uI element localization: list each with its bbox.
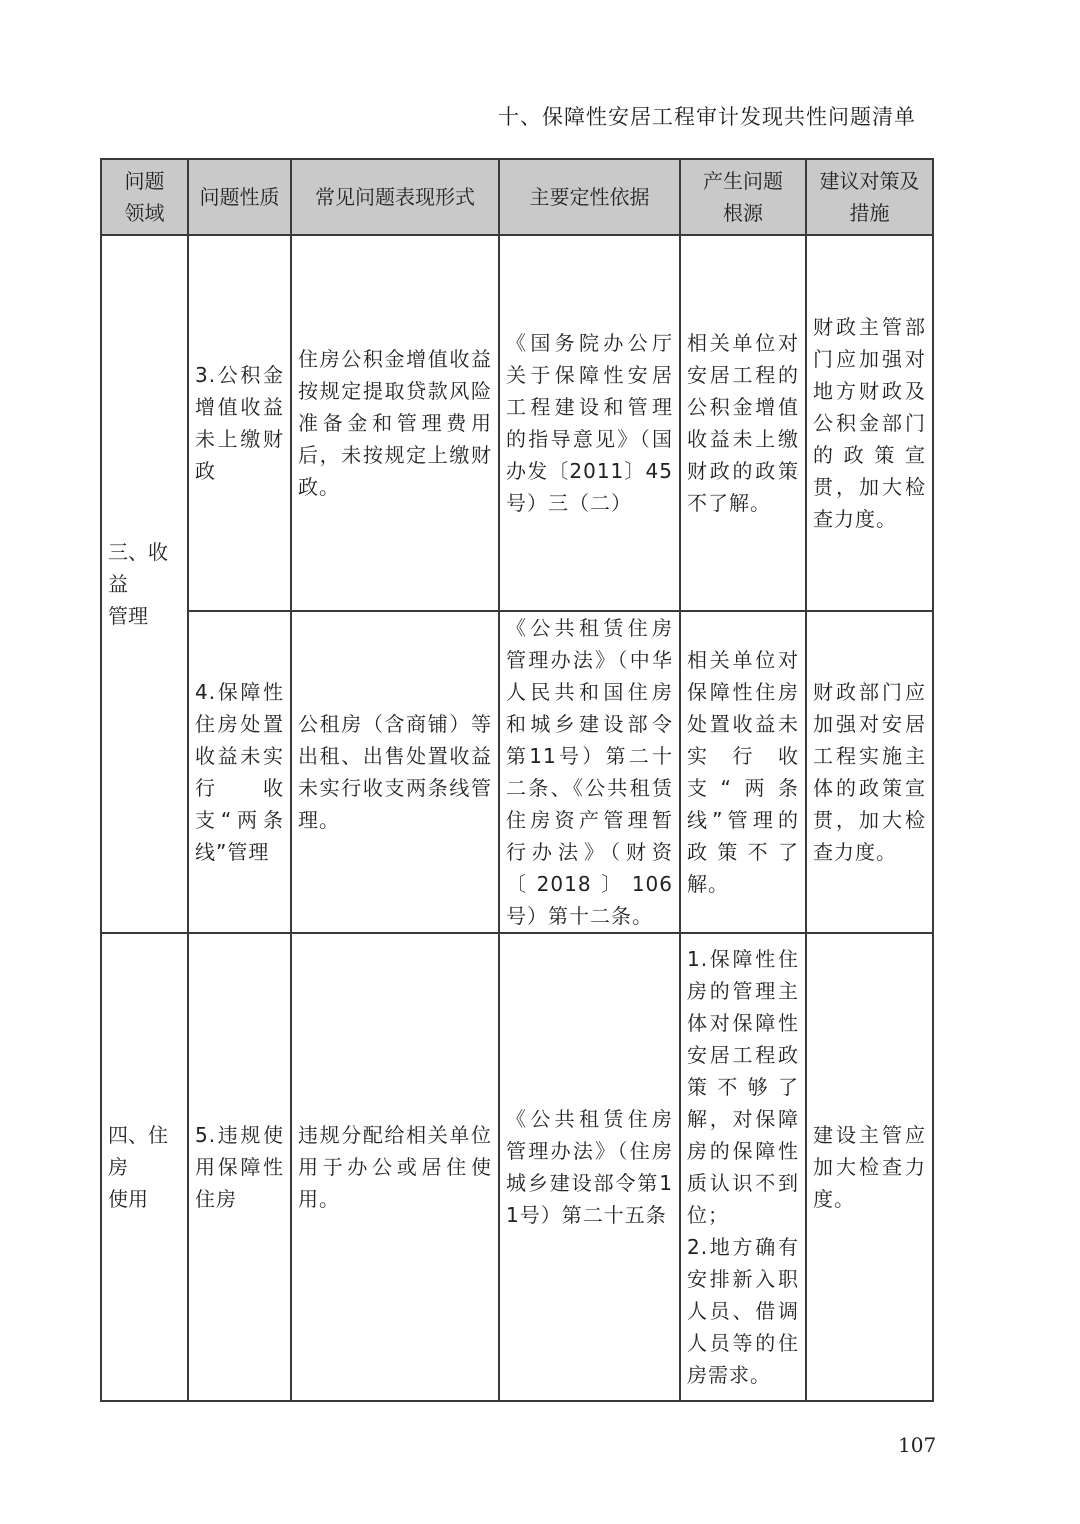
cause-cell: [680, 235, 806, 611]
form-text: 公租房（含商铺）等出租、出售处置收益未实行收支两条线管理。: [298, 712, 492, 832]
basis-text: 《国务院办公厅关于保障性安居工程建设和管理的指导意见》（国办发〔2011〕45号）三（二）: [506, 331, 673, 515]
column-header-domain: [101, 159, 188, 235]
domain-cell: [101, 933, 188, 1401]
audit-issues-table: [100, 158, 934, 1402]
domain-text: 四、住房 使用: [108, 1123, 168, 1211]
form-text: 住房公积金增值收益按规定提取贷款风险准备金和管理费用后，未按规定上缴财政。: [298, 347, 492, 499]
column-header-suggestion-text: 建议对策及 措施: [819, 169, 920, 225]
column-header-form: [291, 159, 499, 235]
suggestion-cell: [806, 933, 933, 1401]
basis-cell: [499, 933, 680, 1401]
column-header-basis: [499, 159, 680, 235]
nature-text: 3.公积金增值收益未上缴财政: [195, 363, 284, 483]
page-number: 107: [898, 1433, 937, 1457]
suggestion-cell: [806, 611, 933, 933]
page-header: 十、保障性安居工程审计发现共性问题清单: [498, 105, 916, 129]
table-row: [101, 933, 933, 1401]
suggestion-text: 财政部门应加强对安居工程实施主体的政策宣贯，加大检查力度。: [813, 680, 926, 864]
form-text: 违规分配给相关单位用于办公或居住使用。: [298, 1123, 492, 1211]
domain-cell: [101, 235, 188, 933]
form-cell: [291, 933, 499, 1401]
table-row: [101, 235, 933, 611]
suggestion-text: 建设主管应加大检查力度。: [813, 1123, 926, 1211]
form-cell: [291, 611, 499, 933]
column-header-form-text: 常见问题表现形式: [315, 185, 475, 209]
basis-text: 《公共租赁住房管理办法》（住房城乡建设部令第11号）第二十五条: [506, 1107, 673, 1227]
nature-cell: [188, 933, 291, 1401]
basis-text: 《公共租赁住房管理办法》（中华人民共和国住房和城乡建设部令第11号）第二十二条、《公共租赁住房资产管理暂行办法》（财资〔2018〕106号）第十二条。: [506, 616, 673, 928]
suggestion-cell: [806, 235, 933, 611]
column-header-cause-text: 产生问题 根源: [703, 169, 783, 225]
basis-cell: [499, 611, 680, 933]
nature-text: 5.违规使用保障性住房: [195, 1123, 284, 1211]
nature-text: 4.保障性住房处置收益未实行收支“两条线”管理: [195, 680, 284, 864]
domain-text: 三、收益 管理: [108, 540, 168, 628]
basis-cell: [499, 235, 680, 611]
suggestion-text: 财政主管部门应加强对地方财政及公积金部门的政策宣贯，加大检查力度。: [813, 315, 926, 531]
nature-cell: [188, 235, 291, 611]
cause-cell: [680, 933, 806, 1401]
column-header-suggestion: [806, 159, 933, 235]
table-header-row: [101, 159, 933, 235]
column-header-nature: [188, 159, 291, 235]
column-header-nature-text: 问题性质: [199, 185, 280, 209]
column-header-basis-text: 主要定性依据: [529, 185, 650, 209]
cause-text: 1.保障性住房的管理主体对保障性安居工程政策不够了解，对保障房的保障性质认识不到位； 2.地方确有安排新入职人员、借调人员等的住房需求。: [687, 947, 799, 1387]
form-cell: [291, 235, 499, 611]
column-header-domain-text: 问题 领域: [124, 169, 165, 225]
cause-cell: [680, 611, 806, 933]
table-row: [101, 611, 933, 933]
nature-cell: [188, 611, 291, 933]
cause-text: 相关单位对安居工程的公积金增值收益未上缴财政的政策不了解。: [687, 331, 799, 515]
cause-text: 相关单位对保障性住房处置收益未实行收支“两条线”管理的政策不了解。: [687, 648, 799, 896]
column-header-cause: [680, 159, 806, 235]
